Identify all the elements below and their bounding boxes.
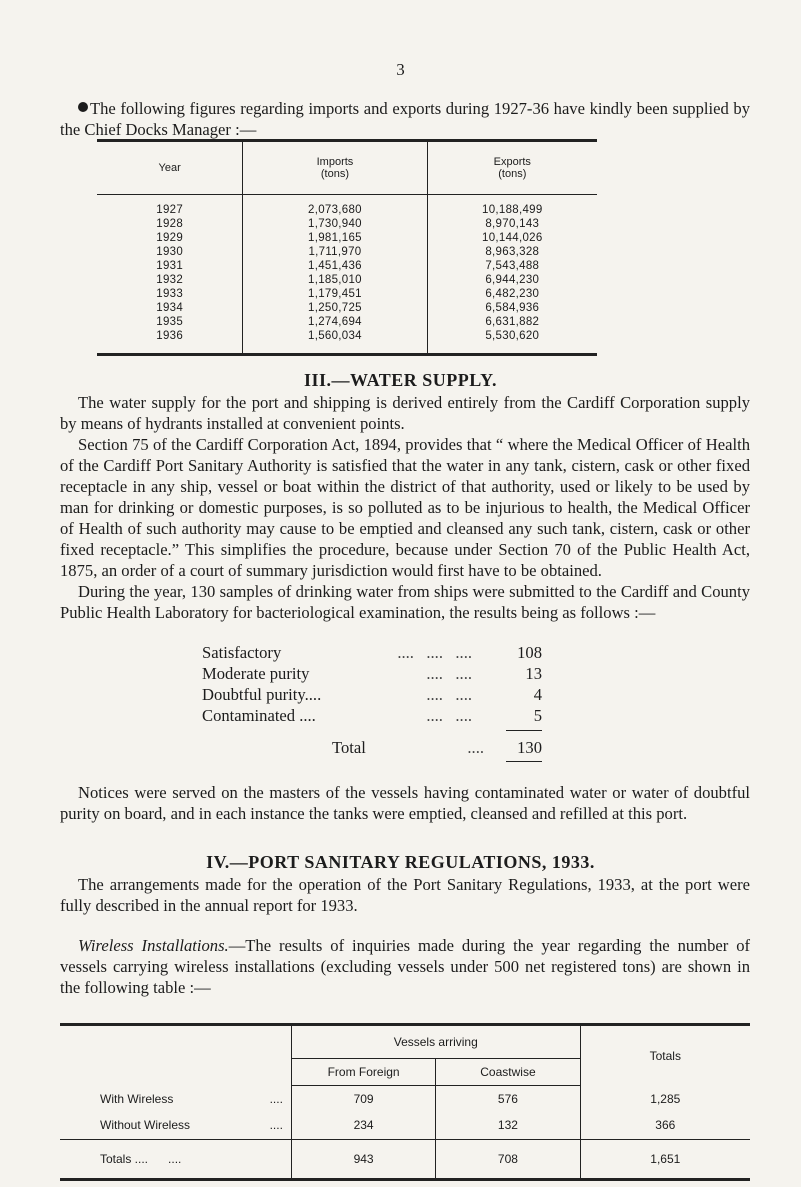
sample-total-row [202, 737, 542, 758]
trade-cell-exports: 6,631,882 [427, 315, 597, 329]
header-coastwise: Coastwise [436, 1059, 580, 1086]
trade-row [97, 231, 597, 245]
trade-cell-imports: 1,250,725 [243, 301, 427, 315]
sample-label: Moderate purity [202, 664, 310, 683]
trade-cell-imports: 1,981,165 [243, 231, 427, 245]
wireless-row-dots: .... [269, 1118, 283, 1133]
sample-results [202, 642, 542, 762]
wireless-row [60, 1112, 750, 1140]
divider [506, 761, 542, 762]
trade-cell-imports: 1,185,010 [243, 273, 427, 287]
wireless-cell-foreign: 234 [291, 1112, 435, 1140]
trade-cell-year: 1930 [156, 246, 184, 258]
wireless-cell-total: 1,285 [580, 1086, 750, 1112]
trade-cell-exports: 6,944,230 [427, 273, 597, 287]
trade-cell-year: 1934 [156, 302, 184, 314]
trade-cell-year: 1936 [97, 329, 243, 355]
section-3-body [60, 392, 750, 623]
trade-cell-imports: 1,560,034 [243, 329, 427, 355]
wireless-cell-foreign: 709 [291, 1086, 435, 1112]
trade-row [97, 217, 597, 231]
sample-value: 4 [533, 685, 542, 704]
totals-label-dots: .... [168, 1152, 182, 1166]
trade-cell-imports: 1,711,970 [243, 245, 427, 259]
trade-cell-year: 1935 [156, 316, 184, 328]
wireless-row-label [60, 1086, 291, 1112]
wireless-table [60, 1023, 750, 1181]
sample-row [202, 684, 542, 705]
trade-row [97, 259, 597, 273]
intro-text: The following figures regarding imports and exports during 1927-36 have kindly been supplied by the Chief Docks Manager :— [60, 99, 750, 139]
trade-cell-imports: 1,730,940 [243, 217, 427, 231]
water-para-2: Section 75 of the Cardiff Corporation Act, 1894, provides that “ where the Medical Officer of Health of the Cardiff Port Sanitary Authority is satisfied that the water in any tank, cistern, cask or other fixed receptacle in any ship, vessel or boat within the district of that authority, used or likely to be used by man for drinking or domestic purposes, is so polluted as to be injurious to health, the Medical Officer of Health of such authority may cause to be emptied and cleansed any such tank, cistern, cask or other fixed receptacle.” This simplifies the procedure, because under Section 70 of the Public Health Act, 1875, an order of a court of summary jurisdiction would first have to be obtained. [60, 435, 750, 580]
total-dots: .... [467, 738, 484, 757]
header-year: Year [97, 141, 243, 195]
wireless-row-label-text: Without Wireless [100, 1118, 191, 1133]
trade-cell-exports: 6,482,230 [427, 287, 597, 301]
trade-cell-exports: 6,584,936 [427, 301, 597, 315]
sample-rows [202, 642, 542, 726]
trade-row [97, 287, 597, 301]
wireless-table-body [60, 1086, 750, 1140]
header-imports: Imports (tons) [243, 141, 427, 195]
trade-row [97, 273, 597, 287]
sample-label: Satisfactory [202, 643, 282, 662]
trade-cell-year: 1932 [156, 274, 184, 286]
totals-total: 1,651 [580, 1140, 750, 1180]
trade-cell-year: 1927 [156, 204, 184, 216]
wireless-row-label-text: With Wireless [100, 1091, 174, 1106]
totals-label [60, 1140, 291, 1180]
trade-cell-year: 1931 [156, 260, 184, 272]
wireless-cell-coastwise: 576 [436, 1086, 580, 1112]
wireless-row-label [60, 1112, 291, 1140]
trade-row [97, 195, 597, 218]
regulations-para: The arrangements made for the operation of the Port Sanitary Regulations, 1933, at the port were fully described in the annual report for 1933. [60, 875, 750, 915]
totals-coastwise: 708 [436, 1140, 580, 1180]
wireless-cell-total: 366 [580, 1112, 750, 1140]
water-para-3: During the year, 130 samples of drinking water from ships were submitted to the Cardiff and County Public Health Laboratory for bacteriological examination, the results being as follows :— [60, 582, 750, 622]
section-3-heading: III.—WATER SUPPLY. [304, 370, 497, 390]
wireless-totals-row [60, 1140, 750, 1180]
trade-cell-imports: 2,073,680 [243, 195, 427, 218]
totals-label-text: Totals .... [100, 1152, 149, 1166]
header-exports: Exports (tons) [427, 141, 597, 195]
sample-dots: .... .... [426, 706, 472, 725]
trade-cell-exports: 10,188,499 [427, 195, 597, 218]
trade-cell-year: 1933 [156, 288, 184, 300]
trade-cell-exports: 5,530,620 [427, 329, 597, 355]
trade-cell-year: 1928 [156, 218, 184, 230]
trade-cell-exports: 8,963,328 [427, 245, 597, 259]
page-number: 3 [396, 60, 405, 79]
intro-paragraph [60, 98, 750, 140]
sample-value: 108 [517, 643, 542, 662]
trade-row [97, 301, 597, 315]
trade-cell-imports: 1,179,451 [243, 287, 427, 301]
trade-cell-year: 1929 [156, 232, 184, 244]
divider [506, 730, 542, 731]
total-label: Total [332, 738, 366, 757]
totals-foreign: 943 [291, 1140, 435, 1180]
wireless-italic: Wireless Installations. [78, 936, 229, 955]
sample-value: 13 [525, 664, 542, 683]
sample-row [202, 642, 542, 663]
total-value: 130 [517, 738, 542, 757]
trade-table-body [97, 195, 597, 355]
water-para-4: Notices were served on the masters of the vessels having contaminated water or water of doubtful purity on board, and in each instance the tanks were emptied, cleansed and refilled at this port. [60, 783, 750, 823]
wireless-text: —The results of inquiries made during the year regarding the number of vessels carrying wireless installations (excluding vessels under 500 net registered tons) are shown in the following table :— [60, 936, 751, 997]
trade-row [97, 315, 597, 329]
sample-dots: .... .... .... [397, 643, 472, 662]
wireless-row [60, 1086, 750, 1112]
wireless-cell-coastwise: 132 [436, 1112, 580, 1140]
wireless-para [60, 935, 750, 998]
trade-row [97, 329, 597, 355]
sample-dots: .... .... [426, 685, 472, 704]
trade-cell-exports: 7,543,488 [427, 259, 597, 273]
sample-row [202, 663, 542, 684]
trade-cell-exports: 8,970,143 [427, 217, 597, 231]
sample-value: 5 [533, 706, 542, 725]
bullet-icon [78, 102, 88, 112]
header-totals: Totals [580, 1025, 750, 1086]
section-4-heading: IV.—PORT SANITARY REGULATIONS, 1933. [206, 852, 595, 872]
header-from-foreign: From Foreign [291, 1059, 435, 1086]
header-vessels-arriving: Vessels arriving [291, 1025, 580, 1059]
sample-label: Contaminated .... [202, 706, 316, 725]
imports-exports-table [97, 139, 597, 356]
empty-corner [60, 1025, 291, 1086]
trade-row [97, 245, 597, 259]
water-para-1: The water supply for the port and shipping is derived entirely from the Cardiff Corporation supply by means of hydrants installed at convenient points. [60, 393, 750, 433]
wireless-row-dots: .... [269, 1091, 283, 1106]
sample-row [202, 705, 542, 726]
sample-label: Doubtful purity.... [202, 685, 322, 704]
trade-cell-exports: 10,144,026 [427, 231, 597, 245]
trade-cell-imports: 1,274,694 [243, 315, 427, 329]
sample-dots: .... .... [426, 664, 472, 683]
trade-cell-imports: 1,451,436 [243, 259, 427, 273]
